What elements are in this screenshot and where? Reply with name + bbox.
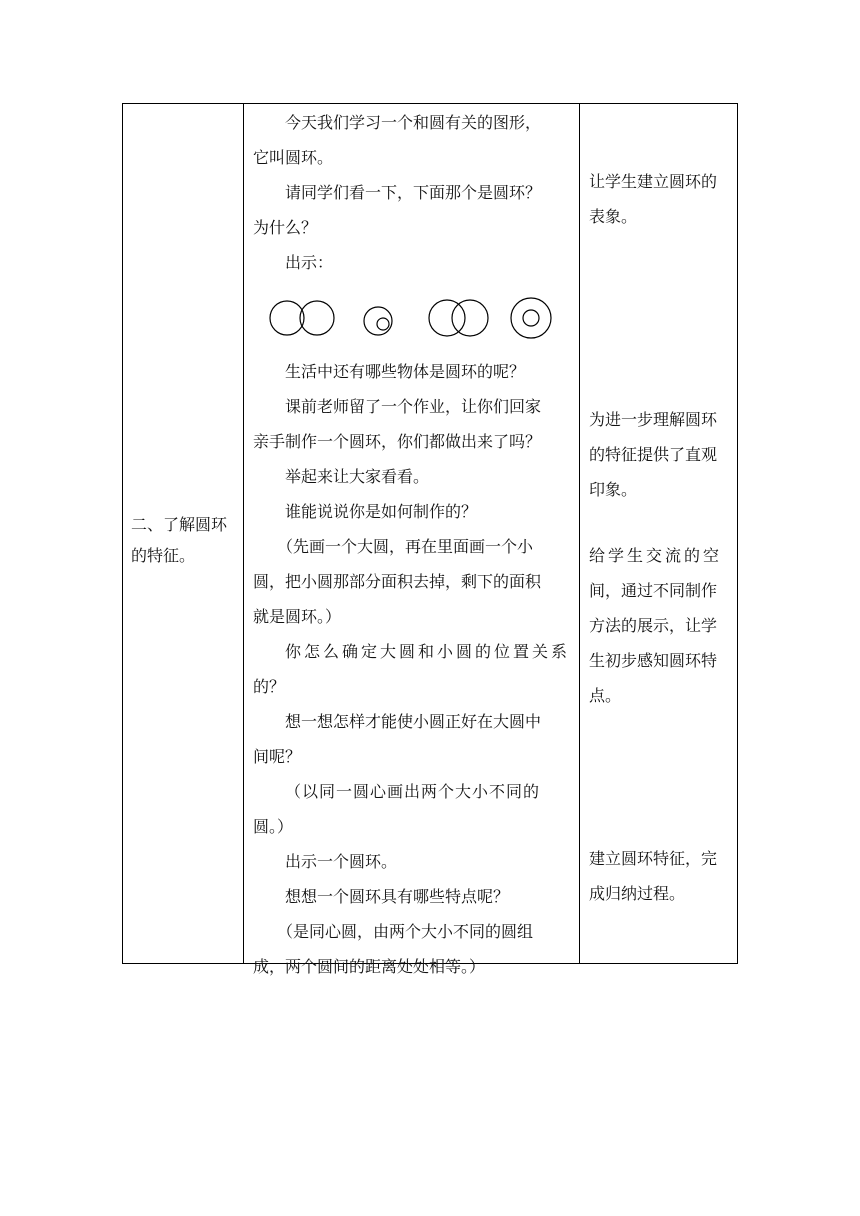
non-concentric-circles	[364, 307, 392, 335]
process-line: 你怎么确定大圆和小圆的位置关系	[285, 642, 571, 661]
teaching-process-column	[253, 104, 573, 976]
process-line: 圆。）	[253, 817, 294, 836]
stage-label-line-2: 的特征。	[131, 546, 196, 565]
stage-label	[131, 509, 239, 571]
note-line: 表象。	[589, 207, 638, 226]
note-line: 印象。	[589, 480, 638, 499]
process-line: （先画一个大圆，再在里面画一个小	[277, 537, 534, 556]
process-line: （以同一圆心画出两个大小不同的	[285, 782, 541, 801]
process-line: 请同学们看一下，下面那个是圆环？	[285, 183, 542, 202]
process-line: 生活中还有哪些物体是圆环的呢？	[285, 362, 526, 381]
note-line: 让学生建立圆环的	[589, 172, 718, 191]
concentric-circles-ring	[511, 298, 551, 338]
note-line: 生初步感知圆环特	[589, 651, 718, 670]
process-line: 它叫圆环。	[253, 148, 334, 167]
stage-label-line-1: 二、了解圆环	[131, 515, 228, 534]
process-line: 亲手制作一个圆环，你们都做出来了吗？	[253, 432, 542, 451]
process-line: 想一想怎样才能使小圆正好在大圆中	[285, 712, 542, 731]
process-line: 圆，把小圆那部分面积去掉，剩下的面积	[253, 572, 542, 591]
process-line: 就是圆环。）	[253, 607, 342, 626]
process-line: 间呢？	[253, 747, 302, 766]
note-line: 间，通过不同制作	[589, 581, 718, 600]
column-divider-1	[243, 104, 244, 963]
process-line: 想想一个圆环具有哪些特点呢？	[285, 887, 510, 906]
note-line: 方法的展示，让学	[589, 616, 718, 635]
note-line: 建立圆环特征，完	[589, 849, 718, 868]
process-line: 出示一个圆环。	[285, 852, 398, 871]
process-line: 课前老师留了一个作业，让你们回家	[285, 397, 542, 416]
process-line: 出示：	[285, 253, 334, 272]
circle-figures	[267, 294, 567, 344]
note-line: 点。	[589, 686, 622, 705]
process-line: 为什么？	[253, 218, 318, 237]
note-line: 的特征提供了直观	[589, 445, 718, 464]
process-line: （是同心圆，由两个大小不同的圆组	[277, 922, 534, 941]
note-line: 给学生交流的空	[589, 546, 723, 565]
process-line: 成，两个圆间的距离处处相等。）	[253, 957, 486, 976]
design-intent-column	[589, 104, 734, 963]
process-line: 举起来让大家看看。	[285, 467, 430, 486]
column-divider-2	[579, 104, 580, 963]
note-line: 成归纳过程。	[589, 884, 686, 903]
process-line: 今天我们学习一个和圆有关的图形，	[285, 113, 542, 132]
note-line: 为进一步理解圆环	[589, 410, 718, 429]
process-line: 谁能说说你是如何制作的？	[285, 502, 478, 521]
two-separate-circles	[270, 301, 334, 335]
process-line: 的？	[253, 677, 286, 696]
overlapping-circles	[429, 300, 488, 336]
lesson-table	[122, 103, 738, 976]
